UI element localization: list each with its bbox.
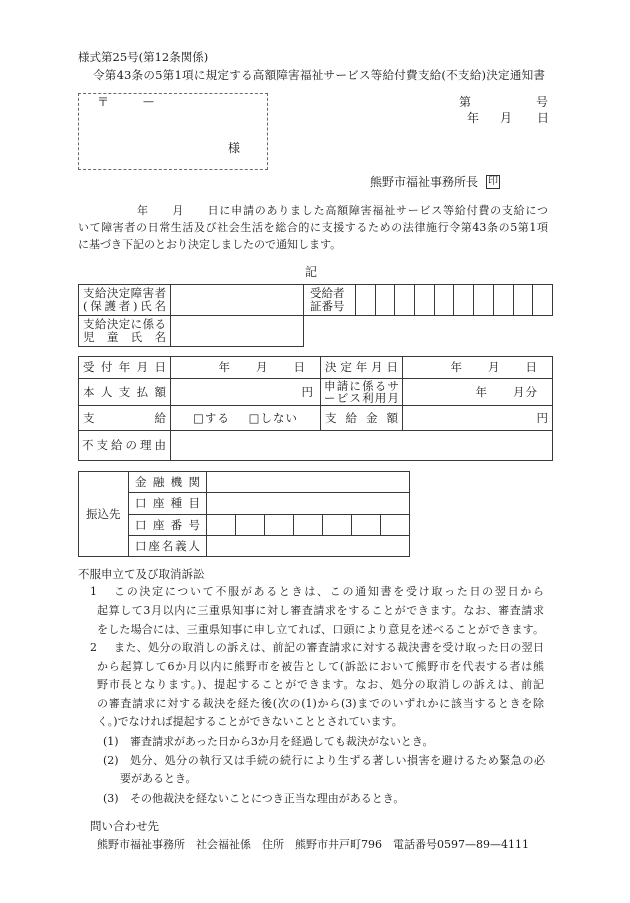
account-number-digit-box (207, 515, 236, 536)
appeal-sub-item-line: その他裁決を経ないことにつき正当な理由があるとき。 (130, 792, 405, 805)
refusal-reason-label (79, 431, 171, 461)
issue-date-month: 月 (500, 111, 513, 125)
issuer-name: 熊野市福祉事務所長 (370, 175, 479, 189)
appeal-sub-item-number: (1) (103, 735, 119, 748)
appeal-item-line: く。)でなければ提起することができないこととされています。 (97, 715, 403, 728)
self-payment-label (79, 379, 171, 406)
payment-label-text: 支給 (83, 410, 166, 425)
document-title: 令第43条の5第1項に規定する高額障害福祉サービス等給付費支給(不支給)決定通知書 (93, 68, 545, 82)
account-type-label (129, 493, 207, 515)
form-number: 様式第25号(第12条関係) (78, 50, 209, 64)
service-month-label-line: 申請に係るサ (324, 379, 399, 393)
recipient-name-label-line: 支給決定障害者 (83, 286, 166, 300)
addressee-box (78, 93, 268, 170)
account-holder-label-text: 口座名義人 (135, 538, 200, 553)
appeal-sub-item-number: (3) (103, 792, 119, 805)
appeal-item-number: 2 (90, 641, 97, 654)
certificate-number-digit-box (474, 285, 494, 316)
child-name-field (171, 316, 304, 347)
seal-stamp-box: 印 (488, 176, 498, 187)
certificate-number-digit-box (454, 285, 474, 316)
document-number-prefix: 第 (459, 95, 472, 109)
account-number-label (129, 515, 207, 536)
appeal-item-line: をした場合には、三重県知事に申し立てれば、口頭により意見を述べることができます。 (97, 623, 544, 636)
self-payment-unit: 円 (301, 384, 313, 399)
certificate-number-digit-box (415, 285, 435, 316)
issue-date-year: 年 (467, 111, 480, 125)
appeal-item-line: また、処分の取消しの訴えは、前記の審査請求に対する裁決書を受け取った日の翌日 (114, 641, 544, 654)
postal-code-separator: — (143, 95, 154, 108)
decision-table (78, 356, 553, 461)
appeal-item-number: 1 (90, 585, 97, 598)
appeal-item-line: 起算して3月以内に三重県知事に対し審査請求をすることができます。なお、審査請求 (97, 604, 544, 617)
bank-name-field (207, 472, 410, 493)
appeals-heading: 不服申立て及び取消訴訟 (78, 567, 205, 581)
bank-name-label-text: 金融機関 (135, 474, 200, 489)
account-number-digit-box (265, 515, 294, 536)
child-name-label (79, 316, 171, 347)
service-month-label-line: ービス利用月 (324, 391, 399, 405)
payment-amount-label-text: 支給金額 (325, 410, 398, 425)
certificate-number-digit-box (493, 285, 513, 316)
appeal-sub-item-line: 要があるとき。 (120, 772, 197, 785)
received-date-label (79, 357, 171, 379)
bank-transfer-table (78, 471, 410, 557)
service-month-text: 年 月分 (475, 384, 538, 399)
self-payment-field (171, 379, 321, 406)
ki-heading: 記 (305, 265, 318, 279)
certificate-number-label-line: 受給者 (310, 286, 345, 300)
account-number-label-text: 口座番号 (135, 517, 200, 532)
received-date-field (171, 357, 321, 379)
appeal-item-line: の審査請求に対する裁決を経た後(次の(1)から(3)までのいずれかに該当するときを除 (97, 697, 544, 710)
service-month-label (321, 379, 403, 406)
appeal-item-line: この決定について不服があるときは、この通知書を受け取った日の翌日から (114, 585, 544, 598)
account-holder-field (207, 536, 410, 557)
account-type-field (207, 493, 410, 515)
certificate-number-digit-box (513, 285, 533, 316)
appeal-item-line: 野市長となります。)、提起することができます。なお、処分の取消しの訴えは、前記 (97, 678, 544, 691)
certificate-number-digit-box (434, 285, 454, 316)
decision-date-label-text: 決定年月日 (325, 360, 398, 374)
refusal-reason-label-text: 不支給の理由 (82, 438, 166, 452)
certificate-number-label (304, 285, 356, 316)
certificate-number-digit-box (356, 285, 376, 316)
appeal-sub-item-line: 処分、処分の執行又は手続の続行により生ずる著しい損害を避けるため緊急の必 (130, 754, 545, 767)
recipient-name-label (79, 285, 171, 316)
payment-options (171, 406, 321, 431)
bank-transfer-label-text: 振込先 (86, 506, 121, 521)
payment-option-yes: □する (193, 410, 230, 425)
table-blank-area (304, 316, 553, 347)
recipient-table (78, 284, 553, 347)
child-name-label-line: 支給決定に係る (83, 317, 166, 331)
account-number-digit-box (381, 515, 410, 536)
postal-mark: 〒 (97, 95, 110, 109)
service-month-field (403, 379, 553, 406)
certificate-number-digit-box (395, 285, 415, 316)
child-name-label-line: 児童氏名 (83, 330, 166, 344)
received-date-text: 年 月 日 (218, 360, 306, 374)
account-number-digit-box (236, 515, 265, 536)
appeal-item-line: から起算して6か月以内に熊野市を被告として(訴訟において熊野市を代表する者は熊 (97, 660, 544, 673)
contact-details: 熊野市福祉事務所 社会福祉係 住所 熊野市井戸町796 電話番号0597—89—4111 (97, 838, 529, 851)
contact-heading: 問い合わせ先 (90, 819, 159, 833)
bank-transfer-label (79, 472, 129, 557)
decision-date-label (321, 357, 403, 379)
account-number-digit-box (323, 515, 352, 536)
intro-line: 年 月 日に申請のありました高額障害福祉サービス等給付費の支給につ (137, 204, 548, 217)
account-holder-label (129, 536, 207, 557)
certificate-number-label-line: 証番号 (310, 299, 345, 313)
account-type-label-text: 口座種目 (135, 496, 200, 510)
certificate-number-digit-box (533, 285, 553, 316)
bank-name-label (129, 472, 207, 493)
addressee-honorific: 様 (228, 141, 241, 155)
intro-line: いて障害者の日常生活及び社会生活を総合的に支援するための法律施行令第43条の5第1項 (78, 221, 548, 234)
decision-date-field (403, 357, 553, 379)
refusal-reason-field (171, 431, 553, 461)
recipient-name-field (171, 285, 304, 316)
payment-label (79, 406, 171, 431)
decision-date-text: 年 月 日 (450, 360, 538, 374)
appeal-sub-item-line: 審査請求があった日から3か月を経過しても裁決がないとき。 (130, 735, 434, 748)
intro-line: に基づき下記のとおり決定しましたので通知します。 (78, 238, 342, 251)
account-number-digit-box (294, 515, 323, 536)
payment-option-no: □しない (248, 410, 298, 425)
received-date-label-text: 受付年月日 (83, 360, 166, 374)
recipient-name-label-line: (保護者)氏名 (83, 299, 166, 313)
payment-amount-field (403, 406, 553, 431)
payment-amount-label (321, 406, 403, 431)
appeal-sub-item-number: (2) (103, 754, 119, 767)
self-payment-label-text: 本人支払額 (83, 384, 166, 399)
document-number-suffix: 号 (536, 95, 549, 109)
payment-amount-unit: 円 (536, 410, 548, 425)
certificate-number-digit-box (375, 285, 395, 316)
account-number-digit-box (352, 515, 381, 536)
issue-date-day: 日 (537, 111, 550, 125)
